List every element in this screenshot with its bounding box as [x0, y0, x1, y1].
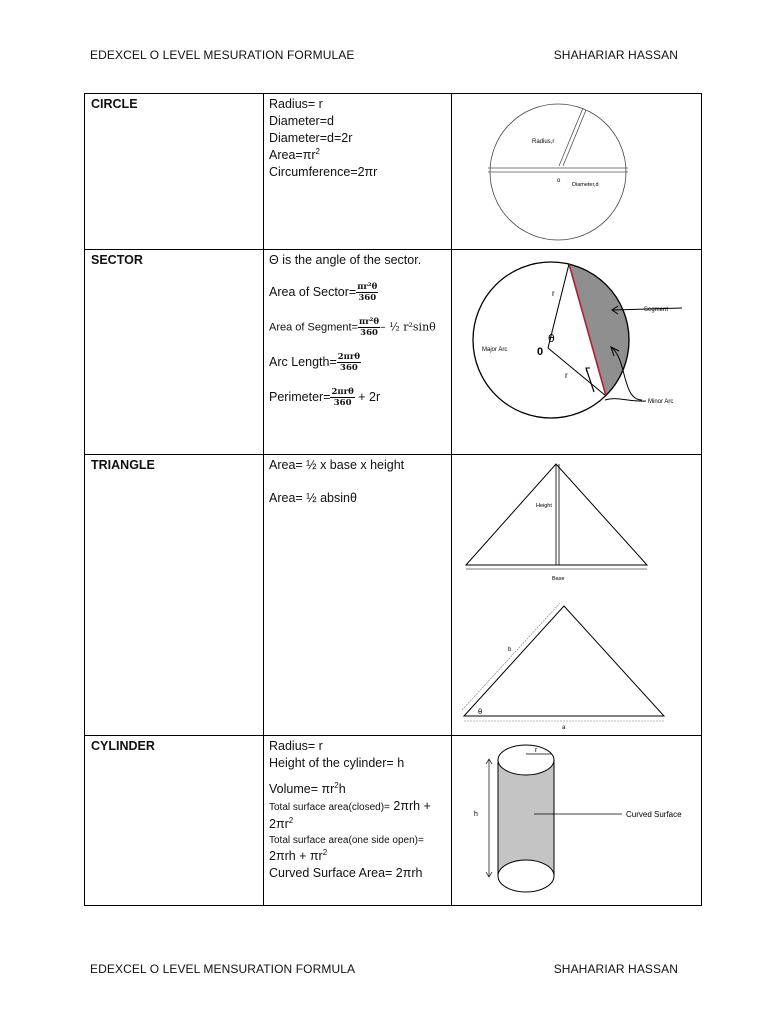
sector-formulas: [264, 250, 452, 455]
cylinder-volume-sup: 2: [334, 780, 339, 790]
cylinder-tsa-closed-value: 2πrh +: [389, 799, 431, 813]
sector-center-label: 0: [537, 346, 544, 358]
sector-area-fraction: [356, 282, 378, 303]
cylinder-radius: Radius= r: [269, 739, 323, 753]
perimeter-fraction: [330, 387, 354, 408]
perimeter-num: 2πrθ: [331, 387, 354, 397]
shape-name-sector: SECTOR: [85, 250, 264, 455]
circle-radius-label: Radius,r: [532, 139, 555, 145]
arc-length-fraction: [337, 352, 361, 373]
cylinder-radius-label: r: [535, 747, 538, 754]
triangle-theta-label: θ: [478, 708, 483, 716]
sector-theta-label: θ: [548, 332, 555, 345]
segment-area-fraction: [358, 317, 380, 338]
cylinder-volume-tail: h: [338, 782, 346, 796]
perimeter-tail: + 2r: [358, 389, 381, 404]
circle-area-sup: 2: [315, 146, 320, 156]
cylinder-volume-text: Volume= πr: [269, 782, 335, 796]
cylinder-formulas: [264, 736, 452, 906]
triangle-side-a-label: a: [562, 725, 566, 731]
sector-area-label: Area of Sector=: [269, 284, 357, 299]
sector-radius-label-2: r: [565, 371, 568, 380]
formula-table: [84, 93, 702, 906]
cylinder-tsa-closed-cont: [269, 816, 446, 833]
sector-area: [269, 282, 446, 303]
circle-formulas: [264, 94, 452, 250]
perimeter-label: Perimeter=: [269, 389, 331, 404]
circle-diameter-label: Diameter,d: [572, 182, 599, 188]
circle-area-text: Area=πr: [269, 148, 316, 162]
segment-area-label: Area of Segment=: [269, 321, 358, 334]
circle-area: [269, 147, 446, 164]
triangle-formulas: [264, 455, 452, 736]
sector-perimeter: [269, 387, 446, 408]
shape-name-cylinder: CYLINDER: [85, 736, 264, 906]
circle-circumference: Circumference=2πr: [269, 165, 378, 179]
arc-length: [269, 352, 446, 373]
cylinder-volume: [269, 781, 446, 798]
segment-area: [269, 317, 446, 338]
sector-major-arc-label: Major Arc: [482, 347, 508, 353]
perimeter-den: 360: [333, 398, 352, 408]
sector-diagram: [452, 250, 702, 454]
sector-minor-arc-label: Minor Arc: [648, 399, 674, 405]
header-author: SHAHARIAR HASSAN: [553, 48, 678, 62]
table-row-triangle: [85, 455, 702, 736]
cylinder-tsa-closed-cont-sup: 2: [288, 815, 294, 825]
cylinder-tsa-open: Total surface area(one side open)=: [269, 835, 424, 846]
segment-area-num: πr²θ: [358, 317, 380, 327]
cylinder-tsa-closed: [269, 798, 446, 816]
triangle-height-label: Height: [536, 503, 552, 509]
cylinder-tsa-closed-label: Total surface area(closed)=: [269, 802, 390, 813]
triangle-diagrams: [452, 455, 702, 735]
cylinder-height-label: h: [474, 811, 478, 818]
table-row-cylinder: [85, 736, 702, 906]
circle-radius: Radius= r: [269, 97, 323, 111]
cylinder-tsa-open-text: 2πrh + πr: [269, 849, 323, 863]
triangle-side-b-label: b: [508, 647, 512, 653]
cylinder-curved-surface-label: Curved Surface: [626, 810, 682, 819]
sector-segment-label: Segment: [644, 307, 669, 313]
sector-area-num: πr²θ: [357, 282, 378, 292]
sector-angle-note: Θ is the angle of the sector.: [269, 253, 422, 267]
cylinder-diagram: [452, 736, 702, 905]
cylinder-csa: Curved Surface Area= 2πrh: [269, 866, 423, 880]
sector-radius-label-1: r: [552, 289, 555, 298]
triangle-area-sine: Area= ½ absinθ: [269, 491, 357, 505]
arc-length-num: 2πrθ: [337, 352, 361, 362]
circle-diameter-2r: Diameter=d=2r: [269, 131, 353, 145]
cylinder-figure: [452, 736, 702, 906]
arc-length-den: 360: [340, 363, 358, 373]
cylinder-tsa-open-sup: 2: [322, 847, 328, 857]
shape-name-circle: CIRCLE: [85, 94, 264, 250]
footer-author: SHAHARIAR HASSAN: [553, 962, 678, 976]
circle-figure: [452, 94, 702, 250]
footer-title: EDEXCEL O LEVEL MENSURATION FORMULA: [90, 962, 356, 976]
sector-figure: [452, 250, 702, 455]
cylinder-height: Height of the cylinder= h: [269, 756, 405, 770]
triangle-base-label: Base: [552, 576, 565, 582]
circle-center-label: o: [557, 178, 561, 184]
segment-area-tail: – ½ r²sinθ: [380, 320, 436, 334]
table-row-sector: [85, 250, 702, 455]
segment-area-den: 360: [360, 328, 378, 338]
triangle-area-base-height: Area= ½ x base x height: [269, 458, 405, 472]
circle-diagram: [452, 94, 702, 249]
cylinder-tsa-open-value: [269, 848, 446, 865]
table-row-circle: [85, 94, 702, 250]
arc-length-label: Arc Length=: [269, 354, 337, 369]
sector-area-den: 360: [358, 293, 377, 303]
shape-name-triangle: TRIANGLE: [85, 455, 264, 736]
header-title: EDEXCEL O LEVEL MESURATION FORMULAE: [90, 48, 355, 62]
cylinder-tsa-closed-cont-text: 2πr: [269, 817, 289, 831]
circle-diameter: Diameter=d: [269, 114, 334, 128]
triangle-figure: [452, 455, 702, 736]
